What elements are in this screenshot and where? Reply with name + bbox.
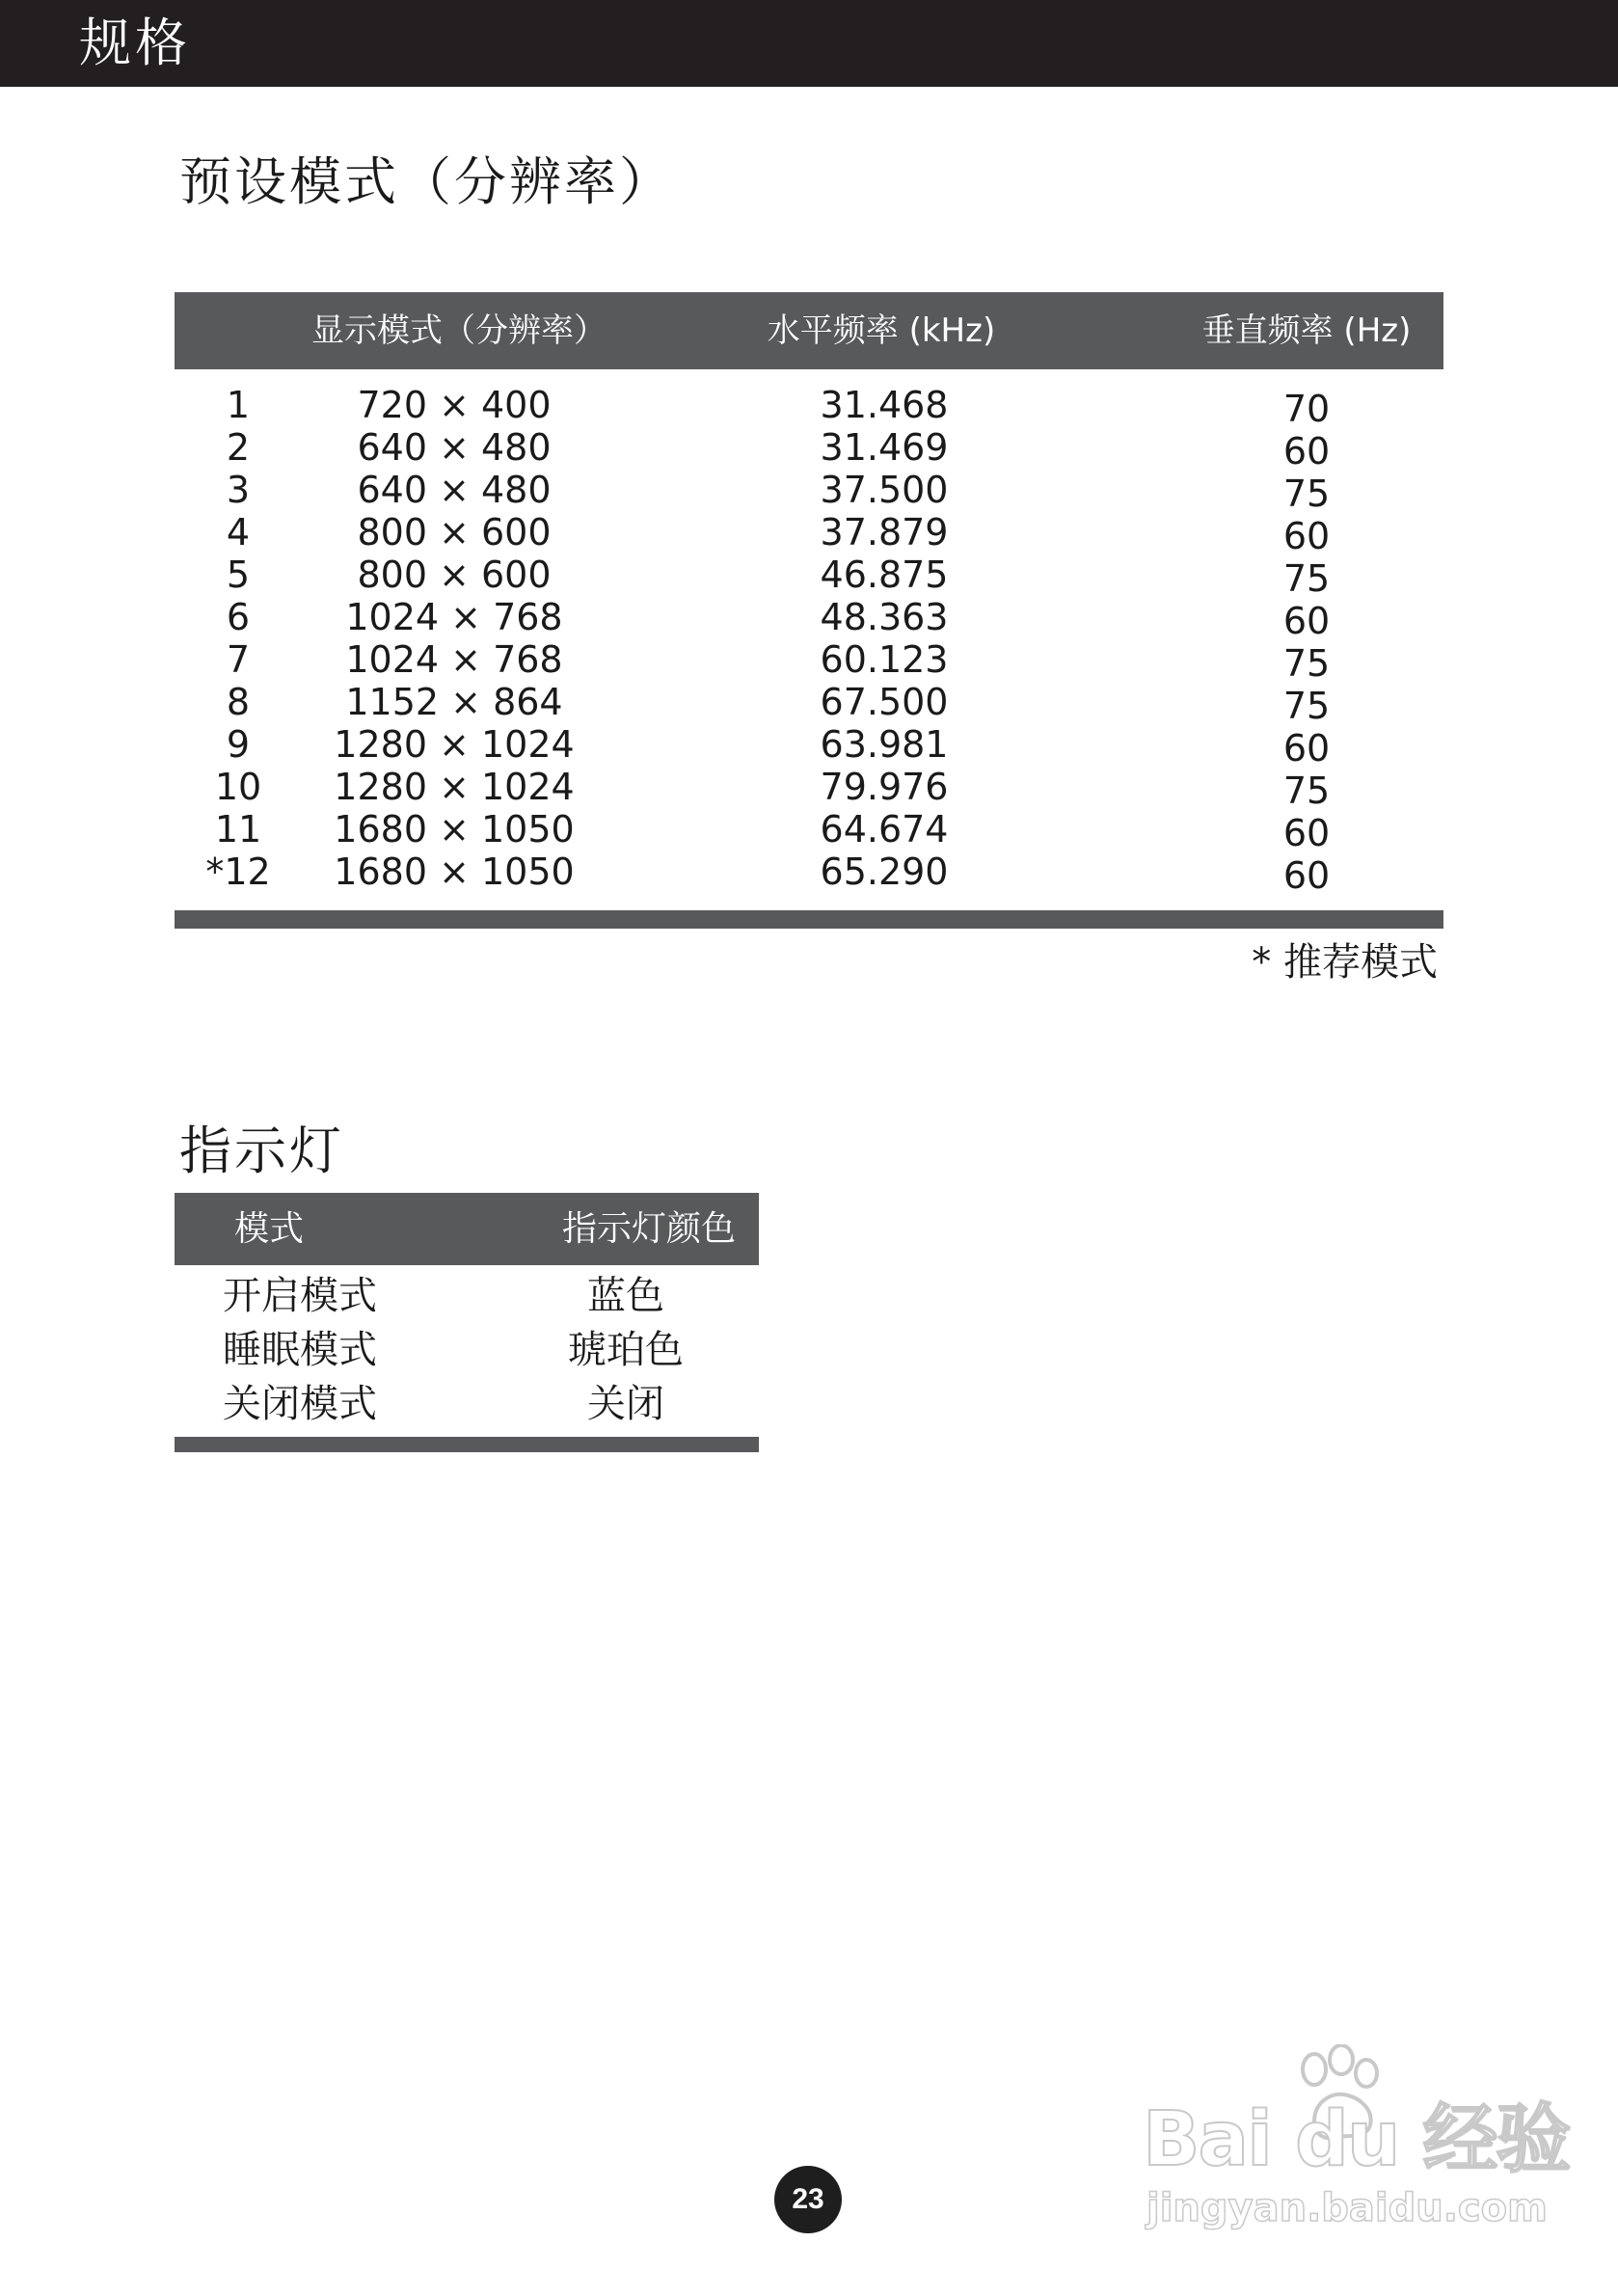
mode-index: *12	[205, 851, 271, 893]
indicator-title: 指示灯	[179, 1121, 344, 1181]
table-row	[175, 808, 1443, 854]
indicator-color-cell: 关闭	[587, 1382, 664, 1426]
horizontal-frequency-cell: 31.469	[820, 426, 949, 469]
vertical-frequency-cell: 60	[1282, 515, 1331, 557]
indicator-mode-cell: 关闭模式	[223, 1382, 377, 1426]
table-row	[175, 511, 1443, 557]
horizontal-frequency-cell: 37.500	[820, 469, 949, 511]
column-header-mode: 显示模式（分辨率）	[311, 311, 607, 350]
mode-index: 1	[226, 384, 251, 426]
baidu-jingyan-watermark	[1143, 2044, 1570, 2237]
vertical-frequency-cell: 70	[1282, 388, 1331, 430]
vertical-frequency-cell: 75	[1282, 557, 1331, 600]
indicator-color-cell: 琥珀色	[568, 1328, 684, 1372]
resolution-cell: 1024 × 768	[345, 596, 563, 638]
resolution-cell: 1680 × 1050	[334, 851, 575, 893]
page-number-badge: 23	[774, 2166, 842, 2233]
page-header-bar	[0, 0, 1618, 87]
mode-index: 10	[214, 766, 262, 808]
horizontal-frequency-cell: 67.500	[820, 681, 949, 723]
table-row	[175, 851, 1443, 897]
mode-index: 8	[226, 681, 251, 723]
horizontal-frequency-cell: 37.879	[820, 511, 949, 554]
mode-index: 4	[226, 511, 251, 554]
resolution-cell: 1680 × 1050	[334, 808, 575, 851]
table-row	[175, 1269, 759, 1323]
watermark-brand-text: Bai du 经验	[1143, 2096, 1570, 2183]
table-row	[175, 1377, 759, 1431]
indicator-table-bottom-rule	[175, 1437, 759, 1452]
indicator-mode-cell: 睡眠模式	[223, 1328, 377, 1372]
table-row	[175, 554, 1443, 600]
preset-modes-table-bottom-rule	[175, 910, 1443, 929]
recommended-mode-footnote: * 推荐模式	[1252, 940, 1438, 985]
vertical-frequency-cell: 60	[1282, 812, 1331, 854]
indicator-color-cell: 蓝色	[587, 1274, 664, 1318]
table-row	[175, 596, 1443, 642]
mode-index: 7	[226, 638, 251, 681]
indicator-table-body	[175, 1269, 759, 1431]
mode-index: 3	[226, 469, 251, 511]
resolution-cell: 640 × 480	[357, 469, 552, 511]
table-row	[175, 681, 1443, 727]
column-header-indicator-mode: 模式	[234, 1209, 305, 1249]
horizontal-frequency-cell: 46.875	[820, 554, 949, 596]
preset-modes-table-header	[175, 292, 1443, 369]
vertical-frequency-cell: 75	[1282, 473, 1331, 515]
horizontal-frequency-cell: 65.290	[820, 851, 949, 893]
indicator-mode-cell: 开启模式	[223, 1274, 377, 1318]
table-row	[175, 426, 1443, 473]
mode-index: 2	[226, 426, 251, 469]
mode-index: 11	[214, 808, 262, 851]
indicator-table-header	[175, 1193, 759, 1265]
table-row	[175, 384, 1443, 430]
vertical-frequency-cell: 60	[1282, 727, 1331, 770]
mode-index: 5	[226, 554, 251, 596]
page-header-title: 规格	[79, 13, 191, 73]
resolution-cell: 800 × 600	[357, 511, 552, 554]
preset-modes-title: 预设模式（分辨率）	[179, 151, 674, 212]
column-header-vertical-frequency: 垂直频率 (Hz)	[1201, 311, 1412, 350]
vertical-frequency-cell: 75	[1282, 770, 1331, 812]
column-header-horizontal-frequency: 水平频率 (kHz)	[767, 311, 996, 350]
resolution-cell: 800 × 600	[357, 554, 552, 596]
horizontal-frequency-cell: 60.123	[820, 638, 949, 681]
resolution-cell: 720 × 400	[357, 384, 552, 426]
vertical-frequency-cell: 60	[1282, 430, 1331, 473]
resolution-cell: 640 × 480	[357, 426, 552, 469]
mode-index: 6	[226, 596, 251, 638]
watermark-url-text: jingyan.baidu.com	[1146, 2186, 1548, 2230]
horizontal-frequency-cell: 31.468	[820, 384, 949, 426]
preset-modes-table-body	[175, 384, 1443, 897]
table-row	[175, 1323, 759, 1377]
vertical-frequency-cell: 75	[1282, 685, 1331, 727]
horizontal-frequency-cell: 79.976	[820, 766, 949, 808]
vertical-frequency-cell: 60	[1282, 854, 1331, 897]
resolution-cell: 1152 × 864	[345, 681, 563, 723]
vertical-frequency-cell: 75	[1282, 642, 1331, 685]
resolution-cell: 1024 × 768	[345, 638, 563, 681]
resolution-cell: 1280 × 1024	[334, 723, 575, 766]
horizontal-frequency-cell: 63.981	[820, 723, 949, 766]
column-header-indicator-color: 指示灯颜色	[561, 1209, 736, 1249]
horizontal-frequency-cell: 64.674	[820, 808, 949, 851]
table-row	[175, 766, 1443, 812]
table-row	[175, 723, 1443, 770]
vertical-frequency-cell: 60	[1282, 600, 1331, 642]
horizontal-frequency-cell: 48.363	[820, 596, 949, 638]
table-row	[175, 469, 1443, 515]
table-row	[175, 638, 1443, 685]
mode-index: 9	[226, 723, 251, 766]
resolution-cell: 1280 × 1024	[334, 766, 575, 808]
